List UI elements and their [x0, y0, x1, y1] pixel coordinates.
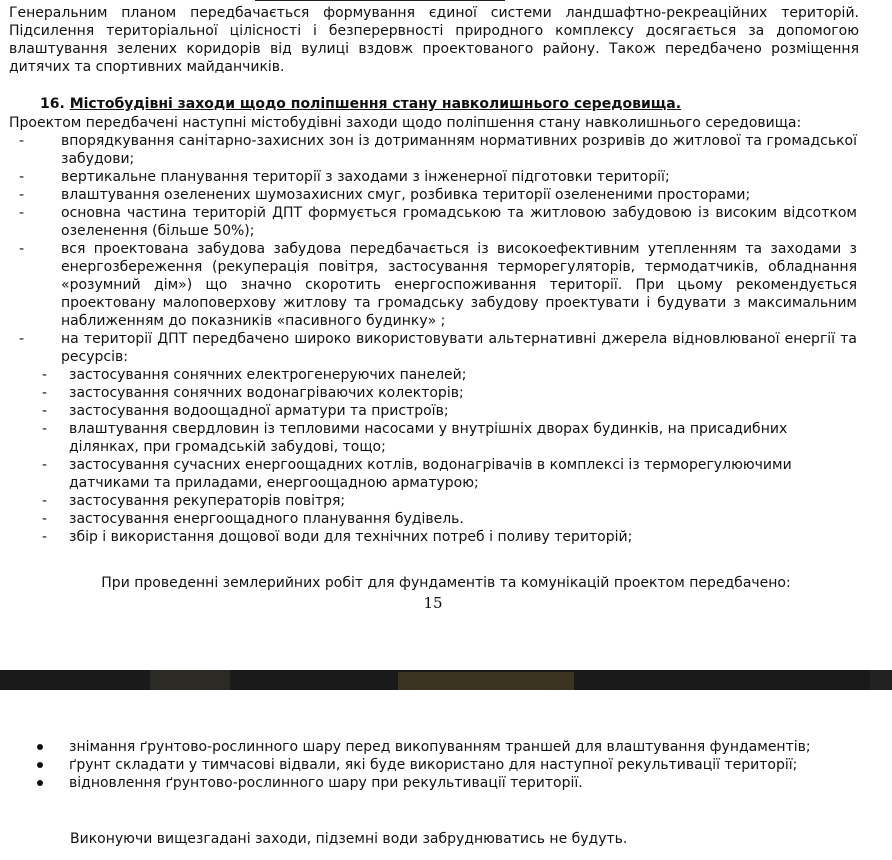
bullet-dot-icon [37, 762, 43, 768]
earthworks-list [0, 738, 892, 792]
sub-list-item-text: застосування енергоощадного планування будівель. [69, 511, 464, 527]
sub-list-item [0, 402, 892, 420]
list-marker: - [19, 241, 25, 257]
list-item [0, 330, 892, 366]
sub-list-item [0, 510, 892, 528]
list-item [0, 168, 892, 186]
section-title: Містобудівні заходи щодо поліпшення стану навколишнього середовища. [69, 96, 682, 112]
bullet-item-text: відновлення ґрунтово-рослинного шару при рекультивації території. [69, 775, 583, 791]
sub-list-item-text: влаштування свердловин із тепловими насосами у внутрішніх дворах будинків, на присадибних ділянках, при громадській забудові, тощо; [69, 421, 788, 455]
bullet-dot-icon [37, 744, 43, 750]
list-marker: - [42, 385, 48, 401]
list-item-text: вся проектована забудова забудова передбачається із високоефективним утепленням та заходами з енергозбереження (рекуперація повітря, застосування терморегуляторів, термодатчиків, обладнання «розумний дім») що значно скоротить енергоспоживання території. При цьому рекомендується проектовану малоповерхову житлову та громадську забудову проектувати і будувати з максимальним наближенням до показників «пасивного будинку» ; [61, 241, 857, 329]
sub-list-item-text: застосування рекуператорів повітря; [69, 493, 346, 509]
list-marker: - [42, 403, 48, 419]
sub-list-item-text: застосування водоощадної арматури та пристроїв; [69, 403, 449, 419]
list-marker: - [42, 367, 48, 383]
list-marker: - [42, 529, 48, 545]
closing-paragraph: Виконуючи вищезгадані заходи, підземні води забруднюватись не будуть. [70, 831, 628, 847]
sub-list-item [0, 420, 892, 456]
band-image-fragment [150, 670, 230, 690]
sub-list-item [0, 456, 892, 492]
list-marker: - [42, 421, 48, 437]
list-marker: - [19, 187, 25, 203]
list-item-text: основна частина територій ДПТ формується громадською та житловою забудовою із високим відсотком озеленення (більше 50%); [61, 205, 857, 239]
page-break-band [0, 670, 892, 690]
list-marker: - [19, 133, 25, 149]
section-lead: Проектом передбачені наступні містобудівні заходи щодо поліпшення стану навколишнього середовища: [9, 115, 802, 131]
measures-list [0, 132, 892, 546]
list-marker: - [42, 457, 48, 473]
band-image-fragment [398, 672, 574, 690]
list-marker: - [19, 205, 25, 221]
list-item-text: впорядкування санітарно-захисних зон із дотриманням нормативних розривів до житлової та громадської забудови; [61, 133, 857, 167]
list-item [0, 204, 892, 240]
bullet-item-text: ґрунт складати у тимчасові відвали, які буде використано для наступної рекультивації території; [69, 757, 798, 773]
bullet-item [0, 738, 892, 756]
earthworks-paragraph: При проведенні землерийних робіт для фундаментів та комунікацій проектом передбачено: [101, 575, 791, 591]
list-item-text: на території ДПТ передбачено широко використовувати альтернативні джерела відновлюваної енергії та ресурсів: [61, 331, 857, 365]
section-heading [40, 95, 681, 113]
page-number: 15 [423, 594, 443, 612]
sub-list-item-text: застосування сонячних електрогенеруючих панелей; [69, 367, 467, 383]
sub-list-item-text: застосування сонячних водонагріваючих колекторів; [69, 385, 464, 401]
list-marker: - [42, 493, 48, 509]
sub-list-item [0, 492, 892, 510]
list-item [0, 186, 892, 204]
bullet-item [0, 774, 892, 792]
band-image-fragment [870, 670, 892, 690]
bullet-item [0, 756, 892, 774]
list-marker: - [19, 169, 25, 185]
sub-list-item-text: застосування сучасних енергоощадних котлів, водонагрівачів в комплексі із терморегулюючими датчиками та приладами, енергоощадною арматурою; [69, 457, 792, 491]
list-item-text: влаштування озеленених шумозахисних смуг, розбивка території озелененими просторами; [61, 187, 751, 203]
top-divider [255, 0, 505, 1]
list-item [0, 240, 892, 330]
sub-list-item-text: збір і використання дощової води для технічних потреб і поливу територій; [69, 529, 633, 545]
list-marker: - [19, 331, 25, 347]
bullet-item-text: знімання ґрунтово-рослинного шару перед викопуванням траншей для влаштування фундаментів; [69, 739, 811, 755]
intro-paragraph: Генеральним планом передбачається формування єдиної системи ландшафтно-рекреаційних територій. Підсилення територіальної цілісності і безперервності природного комплексу досягається за допомогою влаштування зелених коридорів від вулиці вздовж проектованого району. Також передбачено розміщення дитячих та спортивних майданчиків. [9, 5, 859, 75]
sub-list-item [0, 384, 892, 402]
list-item-text: вертикальне планування території з заходами з інженерної підготовки території; [61, 169, 670, 185]
section-number: 16. [40, 96, 65, 112]
list-item [0, 132, 892, 168]
document-page-bottom [0, 690, 892, 860]
sub-list-item [0, 528, 892, 546]
list-marker: - [42, 511, 48, 527]
bullet-dot-icon [37, 780, 43, 786]
sub-list-item [0, 366, 892, 384]
